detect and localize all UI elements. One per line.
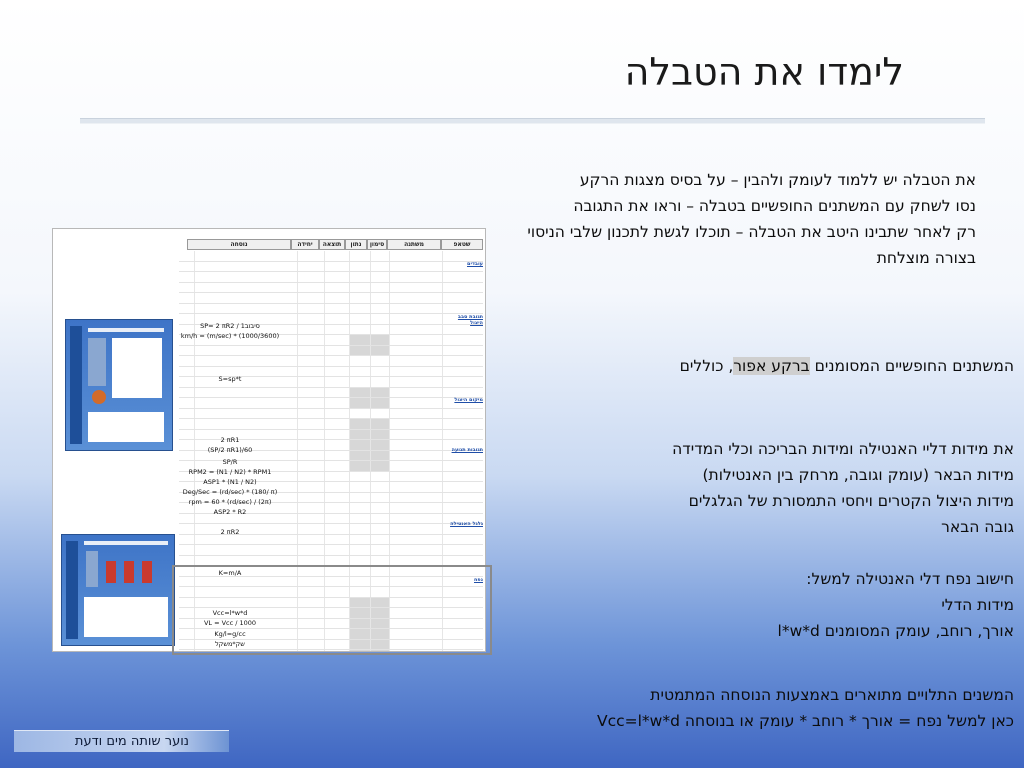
sheet-grid-cell	[370, 335, 389, 345]
sheet-grid-row	[179, 419, 483, 430]
sheet-formula: km/h = (m/sec) * (1000/3600)	[180, 332, 280, 340]
sheet-grid-cell	[194, 283, 297, 293]
sheet-grid-cell	[370, 482, 389, 492]
sheet-grid-cell	[349, 440, 370, 450]
sheet-grid-cell	[297, 472, 324, 482]
sheet-formula: VL = Vcc / 1000	[203, 619, 257, 627]
sheet-grid-row	[179, 272, 483, 283]
sheet-grid-row	[179, 293, 483, 304]
sheet-grid-cell	[297, 514, 324, 524]
sheet-grid-cell	[370, 262, 389, 272]
sheet-grid-cell	[297, 251, 324, 261]
sheet-grid-cell	[442, 482, 483, 492]
sheet-grid-row	[179, 545, 483, 556]
sheet-grid-cell	[297, 283, 324, 293]
sheet-grid-cell	[349, 293, 370, 303]
sheet-grid-cell	[324, 503, 349, 513]
sheet-grid-cell	[389, 314, 442, 324]
sheet-grid-cell	[389, 335, 442, 345]
sheet-formula: ASP1 * (N1 / N2)	[203, 478, 257, 486]
sheet-grid-cell	[324, 545, 349, 555]
sheet-grid-cell	[324, 535, 349, 545]
sheet-grid-cell	[194, 556, 297, 566]
footer-banner: נוער שותה מים ודעת	[14, 730, 229, 752]
measure-line: את מידות דליי האנטילה ומידות הבריכה וכלי המדידה	[672, 440, 1014, 458]
measure-line: מידות הבאר (עומק וגובה, מרחק בין האנטילות)	[702, 466, 1014, 484]
sheet-grid-cell	[370, 398, 389, 408]
sheet-grid-cell	[389, 419, 442, 429]
sheet-grid-cell	[349, 461, 370, 471]
sheet-grid-cell	[324, 472, 349, 482]
sheet-formula: Deg/Sec = (rd/sec) * (180/ π)	[182, 488, 278, 496]
sheet-grid-cell	[442, 409, 483, 419]
sheet-grid-cell	[389, 514, 442, 524]
note-text-before: המשתנים החופשיים המסומנים	[809, 357, 1014, 375]
sheet-grid-cell	[297, 535, 324, 545]
sheet-grid-cell	[349, 272, 370, 282]
sheet-grid-cell	[442, 304, 483, 314]
sheet-grid-cell	[324, 262, 349, 272]
sheet-grid-cell	[297, 440, 324, 450]
sheet-grid-cell	[349, 283, 370, 293]
sheet-grid-cell	[389, 503, 442, 513]
sheet-section-label: עובדים	[467, 261, 483, 267]
measure-line-blank	[672, 540, 1014, 566]
slide-title: לימדו את הטבלה	[624, 50, 904, 94]
sheet-grid-cell	[324, 367, 349, 377]
sheet-grid-cell	[324, 356, 349, 366]
sheet-grid-cell	[297, 482, 324, 492]
formula-line: המשנים התלויים מתוארים באמצעות הנוסחה המתמטית	[650, 686, 1014, 704]
sheet-section-label: מיקום היצול	[454, 397, 483, 403]
sheet-grid-cell	[349, 388, 370, 398]
sheet-grid-cell	[389, 461, 442, 471]
sheet-grid-cell	[324, 335, 349, 345]
sheet-grid-cell	[324, 272, 349, 282]
volume-section-frame	[172, 565, 492, 655]
gray-highlight: ברקע אפור	[733, 357, 810, 375]
formula-paragraph	[597, 682, 1014, 734]
sheet-grid-cell	[349, 314, 370, 324]
sheet-formula: Kg/l=g/cc	[214, 630, 246, 638]
sheet-grid-cell	[389, 451, 442, 461]
measure-line: חישוב נפח דלי האנטילה למשל:	[806, 570, 1014, 588]
sheet-grid-cell	[324, 524, 349, 534]
sheet-grid-cell	[370, 388, 389, 398]
sheet-grid-cell	[297, 272, 324, 282]
sheet-grid-cell	[349, 493, 370, 503]
sheet-grid-cell	[349, 451, 370, 461]
sheet-grid-cell	[297, 545, 324, 555]
sheet-grid-row	[179, 356, 483, 367]
sheet-header-cell: נוסחה	[187, 239, 291, 250]
sheet-grid-cell	[324, 388, 349, 398]
sheet-grid-cell	[370, 325, 389, 335]
sheet-grid-row	[179, 535, 483, 546]
sheet-formula: ASP2 * R2	[213, 508, 247, 516]
sheet-grid-cell	[389, 388, 442, 398]
sheet-grid-cell	[349, 367, 370, 377]
sheet-grid-cell	[389, 398, 442, 408]
sheet-grid-cell	[194, 251, 297, 261]
sheet-grid-cell	[442, 545, 483, 555]
sheet-grid-cell	[324, 314, 349, 324]
sheet-grid-cell	[297, 398, 324, 408]
sheet-grid-cell	[389, 262, 442, 272]
sheet-grid-cell	[297, 451, 324, 461]
sheet-grid-cell	[442, 293, 483, 303]
sheet-grid-cell	[442, 367, 483, 377]
sheet-grid-cell	[370, 356, 389, 366]
sheet-header-cell: תוצאה	[319, 239, 345, 250]
sheet-grid-cell	[349, 535, 370, 545]
sheet-grid-cell	[389, 409, 442, 419]
sheet-grid-cell	[349, 419, 370, 429]
sheet-grid-cell	[349, 482, 370, 492]
sheet-grid-cell	[349, 251, 370, 261]
sheet-grid-cell	[389, 356, 442, 366]
sheet-header-cell: יחידה	[291, 239, 319, 250]
sheet-grid-cell	[370, 472, 389, 482]
inset-diagram-buckets	[61, 534, 175, 646]
sheet-formula: 2 πR2	[220, 528, 240, 536]
sheet-grid-cell	[442, 535, 483, 545]
sheet-formula: 2 πR1	[220, 436, 240, 444]
sheet-grid-cell	[297, 356, 324, 366]
sheet-grid-cell	[194, 419, 297, 429]
sheet-grid-cell	[194, 356, 297, 366]
sheet-formula: S=sp*t	[218, 375, 242, 383]
sheet-grid-cell	[324, 482, 349, 492]
sheet-grid-cell	[194, 272, 297, 282]
sheet-grid-cell	[442, 388, 483, 398]
sheet-grid-cell	[370, 545, 389, 555]
sheet-grid-cell	[324, 283, 349, 293]
sheet-header-cell: נתון	[345, 239, 367, 250]
sheet-grid-cell	[389, 430, 442, 440]
sheet-grid-cell	[389, 272, 442, 282]
sheet-grid-row	[179, 304, 483, 315]
sheet-grid-cell	[370, 367, 389, 377]
sheet-formula: שק*משקל	[215, 640, 245, 648]
sheet-grid-cell	[370, 535, 389, 545]
sheet-grid-cell	[324, 430, 349, 440]
sheet-grid-cell	[442, 556, 483, 566]
sheet-grid-cell	[349, 325, 370, 335]
sheet-grid-row	[179, 283, 483, 294]
sheet-grid-cell	[194, 409, 297, 419]
sheet-grid-cell	[389, 325, 442, 335]
sheet-grid-row	[179, 398, 483, 409]
sheet-grid-cell	[297, 367, 324, 377]
sheet-grid-cell	[389, 472, 442, 482]
sheet-grid-cell	[370, 377, 389, 387]
sheet-section-label: תגובות תנועה	[451, 447, 483, 453]
sheet-formula: K=m/A	[218, 569, 242, 577]
sheet-grid-cell	[389, 251, 442, 261]
sheet-grid-row	[179, 409, 483, 420]
inset-diagram-anteela	[65, 319, 173, 451]
sheet-grid-cell	[297, 346, 324, 356]
sheet-grid-cell	[324, 409, 349, 419]
sheet-grid-cell	[324, 304, 349, 314]
sheet-grid-cell	[389, 346, 442, 356]
sheet-grid-cell	[370, 514, 389, 524]
sheet-grid-cell	[389, 304, 442, 314]
sheet-grid-cell	[297, 524, 324, 534]
sheet-grid-cell	[389, 482, 442, 492]
sheet-grid-cell	[370, 409, 389, 419]
sheet-grid-cell	[442, 493, 483, 503]
sheet-grid-row	[179, 346, 483, 357]
sheet-grid-cell	[349, 377, 370, 387]
sheet-header-row	[179, 239, 483, 250]
sheet-grid-cell	[349, 514, 370, 524]
sheet-grid-cell	[389, 493, 442, 503]
sheet-grid-cell	[370, 493, 389, 503]
sheet-section-label: נפח	[474, 577, 483, 583]
note-text-after: , כוללים	[679, 357, 734, 375]
sheet-grid-cell	[370, 283, 389, 293]
sheet-grid-cell	[370, 346, 389, 356]
sheet-grid-cell	[370, 461, 389, 471]
sheet-grid-cell	[324, 440, 349, 450]
sheet-grid-cell	[389, 367, 442, 377]
sheet-grid-cell	[442, 503, 483, 513]
sheet-grid-cell	[370, 304, 389, 314]
sheet-grid-row	[179, 262, 483, 273]
sheet-grid-cell	[349, 472, 370, 482]
sheet-grid-cell	[297, 314, 324, 324]
sheet-grid-cell	[324, 514, 349, 524]
measure-line: מידות הדלי	[941, 596, 1014, 614]
sheet-grid-cell	[324, 251, 349, 261]
sheet-grid-cell	[297, 293, 324, 303]
sheet-formula: (SP/2 πR1)/60	[207, 446, 253, 454]
sheet-section-label: תגובת סבב היצול	[457, 314, 483, 326]
sheet-grid-cell	[297, 419, 324, 429]
sheet-grid-cell	[194, 346, 297, 356]
sheet-formula: RPM2 = (N1 / N2) * RPM1	[188, 468, 272, 476]
sheet-grid-cell	[297, 461, 324, 471]
sheet-grid-cell	[297, 262, 324, 272]
sheet-grid-cell	[442, 356, 483, 366]
sheet-grid-cell	[389, 293, 442, 303]
sheet-grid-cell	[297, 503, 324, 513]
sheet-grid-cell	[194, 293, 297, 303]
sheet-grid-cell	[324, 493, 349, 503]
sheet-grid-cell	[370, 251, 389, 261]
sheet-grid-cell	[389, 556, 442, 566]
intro-line: רק לאחר שתבינו היטב את הטבלה – תוכלו לגשת לתכנון שלבי הניסוי	[527, 223, 976, 241]
sheet-grid-cell	[370, 272, 389, 282]
sheet-grid-cell	[442, 346, 483, 356]
measure-line: מידות היצול הקטרים ויחסי התמסורת של הגלגלים	[688, 492, 1014, 510]
sheet-grid-cell	[370, 451, 389, 461]
intro-line: נסו לשחק עם המשתנים החופשיים בטבלה – וראו את התגובה	[573, 197, 976, 215]
sheet-grid-cell	[370, 440, 389, 450]
sheet-grid-cell	[349, 556, 370, 566]
sheet-grid-cell	[442, 419, 483, 429]
sheet-grid-cell	[324, 293, 349, 303]
sheet-grid-cell	[370, 503, 389, 513]
sheet-grid-cell	[194, 398, 297, 408]
sheet-grid-cell	[349, 262, 370, 272]
sheet-grid-cell	[324, 398, 349, 408]
intro-line: את הטבלה יש ללמוד לעומק ולהבין – על בסיס מצגות הרקע	[579, 171, 976, 189]
sheet-grid-cell	[194, 304, 297, 314]
measure-line: אורך, רוחב, עומק המסומנים l*w*d	[777, 622, 1014, 640]
sheet-grid-cell	[442, 251, 483, 261]
sheet-header-cell: שטאפ	[441, 239, 483, 250]
sheet-grid-cell	[297, 377, 324, 387]
free-variables-note	[680, 353, 1014, 379]
measure-line: גובה הבאר	[941, 518, 1014, 536]
sheet-grid-cell	[194, 262, 297, 272]
sheet-grid-cell	[324, 377, 349, 387]
sheet-grid-cell	[297, 493, 324, 503]
intro-paragraph	[527, 167, 976, 271]
sheet-grid-cell	[349, 430, 370, 440]
sheet-grid-cell	[324, 325, 349, 335]
sheet-grid-cell	[349, 503, 370, 513]
sheet-grid-cell	[324, 346, 349, 356]
measurements-list	[672, 436, 1014, 644]
sheet-grid-row	[179, 388, 483, 399]
sheet-formula: SP/R	[222, 458, 238, 466]
sheet-grid-cell	[349, 346, 370, 356]
title-divider	[80, 118, 985, 124]
intro-line: בצורה מוצלחת	[876, 249, 976, 267]
sheet-grid-cell	[297, 325, 324, 335]
sheet-grid-cell	[442, 283, 483, 293]
sheet-grid-cell	[370, 556, 389, 566]
sheet-grid-cell	[370, 430, 389, 440]
sheet-grid-cell	[324, 556, 349, 566]
sheet-grid-cell	[389, 377, 442, 387]
sheet-grid-cell	[389, 545, 442, 555]
sheet-grid-cell	[297, 556, 324, 566]
sheet-grid-cell	[389, 535, 442, 545]
sheet-grid-cell	[370, 524, 389, 534]
sheet-grid-cell	[442, 377, 483, 387]
sheet-grid-cell	[349, 398, 370, 408]
sheet-grid-cell	[324, 419, 349, 429]
sheet-grid-row	[179, 251, 483, 262]
sheet-grid-cell	[297, 388, 324, 398]
sheet-grid-cell	[349, 335, 370, 345]
sheet-grid-cell	[370, 419, 389, 429]
sheet-grid-cell	[442, 335, 483, 345]
sheet-grid-cell	[370, 314, 389, 324]
sheet-formula: SP= 2 πR2 / 1סיבוב	[200, 322, 260, 330]
sheet-grid-cell	[389, 283, 442, 293]
sheet-grid-cell	[442, 430, 483, 440]
sheet-grid-cell	[297, 335, 324, 345]
sheet-grid-cell	[370, 293, 389, 303]
sheet-grid-cell	[349, 409, 370, 419]
sheet-grid-cell	[297, 409, 324, 419]
sheet-header-cell: סימון	[367, 239, 387, 250]
sheet-grid-cell	[349, 524, 370, 534]
sheet-formula: rpm = 60 * (rd/sec) / (2π)	[188, 498, 272, 506]
sheet-grid-cell	[297, 304, 324, 314]
sheet-grid-cell	[389, 524, 442, 534]
sheet-grid-cell	[194, 388, 297, 398]
sheet-grid-cell	[349, 545, 370, 555]
sheet-grid-cell	[324, 461, 349, 471]
sheet-section-label: גלגל האנטילה	[450, 521, 483, 527]
sheet-grid-cell	[442, 461, 483, 471]
formula-line: כאן למשל נפח = אורך * רוחב * עומק או בנוסחה Vcc=l*w*d	[596, 712, 1014, 730]
sheet-grid-cell	[349, 304, 370, 314]
sheet-grid-cell	[349, 356, 370, 366]
sheet-grid-cell	[194, 545, 297, 555]
sheet-grid-cell	[442, 472, 483, 482]
sheet-grid-cell	[324, 451, 349, 461]
sheet-grid-cell	[389, 440, 442, 450]
sheet-grid-cell	[442, 272, 483, 282]
sheet-formula: Vcc=l*w*d	[212, 609, 248, 617]
sheet-grid-cell	[297, 430, 324, 440]
sheet-header-cell: משתנה	[387, 239, 441, 250]
